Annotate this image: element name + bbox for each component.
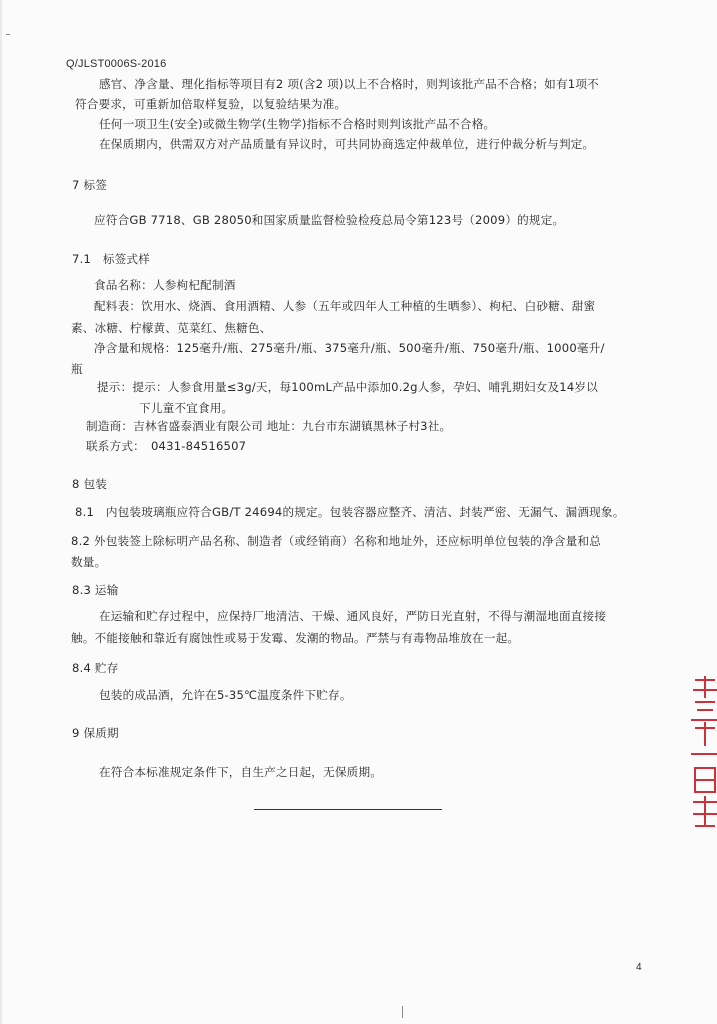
section-8-heading: 8 包装 [72,477,108,491]
label-net-content-1: 净含量和规格：125毫升/瓶、275毫升/瓶、375毫升/瓶、500毫升/瓶、750毫升/瓶、1000毫升/ [94,341,605,355]
section-8-1: 8.1 内包装玻璃瓶应符合GB/T 24694的规定。包装容器应整齐、清洁、封装严密、无漏气、漏酒现象。 [75,505,625,519]
standard-number: Q/JLST0006S-2016 [66,58,167,70]
section-8-2-line-2: 数量。 [71,555,107,569]
section-8-3-line-1: 在运输和贮存过程中，应保持厂地清洁、干燥、通风良好，严防日光直射，不得与潮湿地面直接接 [99,609,607,623]
section-8-4-body: 包装的成品酒，允许在5-35℃温度条件下贮存。 [99,688,352,702]
section-8-2-line-1: 8.2 外包装签上除标明产品名称、制造者（或经销商）名称和地址外，还应标明单位包装的净含量和总 [71,534,602,548]
intro-line-4: 在保质期内，供需双方对产品质量有异议时，可共同协商选定仲裁单位，进行仲裁分析与判定。 [99,137,595,151]
label-ingredients-2: 素、冰糖、柠檬黄、苋菜红、焦糖色、 [71,321,272,335]
intro-line-2: 符合要求，可重新加倍取样复验，以复验结果为准。 [75,97,347,111]
page-number: 4 [636,962,642,973]
label-manufacturer: 制造商：吉林省盛泰酒业有限公司 地址：九台市东湖镇黑林子村3社。 [86,419,452,433]
section-9-heading: 9 保质期 [72,726,119,740]
label-contact: 联系方式： 0431-84516507 [86,439,247,453]
section-8-3-heading: 8.3 运输 [72,583,119,597]
section-7-body: 应符合GB 7718、GB 28050和国家质量监督检验检疫总局令第123号（2009）的规定。 [94,213,565,227]
section-8-4-heading: 8.4 贮存 [72,661,119,675]
label-net-content-2: 瓶 [71,362,83,376]
label-tip-1: 提示：提示：人参食用量≤3g/天，每100mL产品中添加0.2g人参，孕妇、哺乳期妇女及14岁以 [97,380,598,394]
scan-speck [402,1006,403,1018]
section-7-heading: 7 标签 [72,178,108,192]
scan-edge [0,0,2,1024]
red-seal-stamp [685,676,717,836]
section-9-body: 在符合本标准规定条件下，自生产之日起，无保质期。 [99,765,383,779]
intro-line-1: 感官、净含量、理化指标等项目有2 项(含2 项)以上不合格时，则判该批产品不合格；如有1项不 [99,77,599,91]
label-tip-2: 下儿童不宜食用。 [139,401,234,415]
label-ingredients-1: 配料表：饮用水、烧酒、食用酒精、人参（五年或四年人工种植的生晒参）、枸杞、白砂糖、甜蜜 [94,299,596,313]
end-rule [254,809,442,810]
label-food-name: 食品名称：人参枸杞配制酒 [94,278,236,292]
section-7-1-heading: 7.1 标签式样 [72,252,151,266]
section-8-3-line-2: 触。不能接触和靠近有腐蚀性或易于发霉、发潮的物品。严禁与有毒物品堆放在一起。 [71,631,520,645]
intro-line-3: 任何一项卫生(安全)或微生物学(生物学)指标不合格时则判该批产品不合格。 [99,117,496,131]
scan-speck [6,34,10,35]
